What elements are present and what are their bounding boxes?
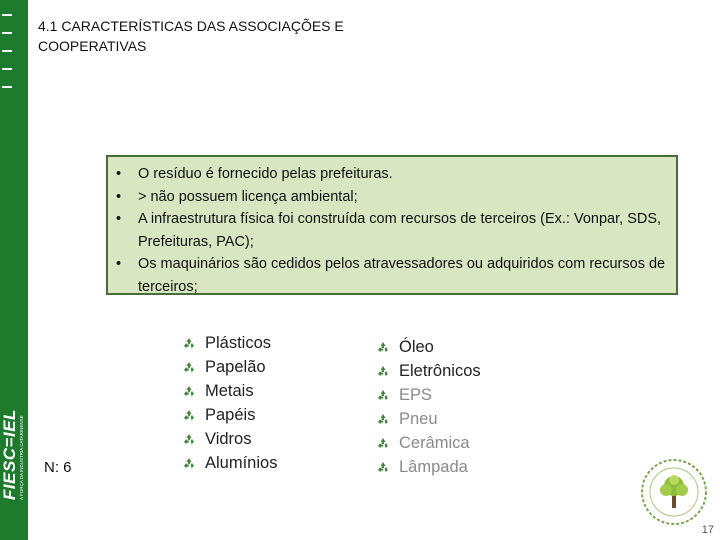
material-label: EPS — [399, 386, 433, 404]
list-item — [183, 427, 277, 451]
sidebar-tick — [2, 14, 12, 16]
materials-list-left — [183, 331, 277, 475]
list-item — [183, 451, 277, 475]
brand-tagline: A FORÇA DA INDÚSTRIA CATARINENSE — [19, 415, 24, 500]
material-label: Metais — [205, 382, 254, 400]
list-item — [377, 359, 481, 383]
sidebar-tick — [2, 32, 12, 34]
material-label: Plásticos — [205, 334, 272, 352]
recycle-icon — [377, 365, 389, 377]
sidebar — [0, 0, 28, 540]
material-label: Óleo — [399, 338, 434, 356]
info-box — [106, 155, 678, 295]
sidebar-tick — [2, 68, 12, 70]
material-label: Lâmpada — [399, 458, 468, 476]
recycle-icon — [377, 389, 389, 401]
recycle-icon — [183, 433, 195, 445]
list-item — [183, 379, 277, 403]
recycle-icon — [377, 413, 389, 425]
list-item — [377, 407, 481, 431]
page-title-line1: 4.1 CARACTERÍSTICAS DAS ASSOCIAÇÕES E — [38, 18, 344, 34]
count-label: N: 6 — [44, 459, 72, 476]
info-item: • O resíduo é fornecido pelas prefeituras. — [138, 163, 666, 186]
list-item — [183, 403, 277, 427]
list-item — [183, 355, 277, 379]
recycle-icon — [183, 337, 195, 349]
page-number: 17 — [701, 524, 714, 536]
tree-seal-icon — [640, 458, 708, 526]
info-item: • > não possuem licença ambiental; — [138, 186, 666, 209]
recycle-icon — [377, 461, 389, 473]
list-item — [377, 383, 481, 407]
list-item — [377, 431, 481, 455]
material-label: Pneu — [399, 410, 438, 428]
sidebar-tick — [2, 86, 12, 88]
sidebar-tick — [2, 50, 12, 52]
material-label: Eletrônicos — [399, 362, 481, 380]
material-label: Papelão — [205, 358, 266, 376]
recycle-icon — [183, 361, 195, 373]
info-list — [108, 157, 676, 298]
recycle-icon — [183, 385, 195, 397]
brand-name: FIESC=IEL — [0, 409, 19, 500]
materials-list-right — [377, 335, 481, 479]
recycle-icon — [377, 341, 389, 353]
list-item — [183, 331, 277, 355]
recycle-icon — [377, 437, 389, 449]
brand-logo — [0, 409, 24, 500]
page-title — [38, 16, 418, 56]
list-item — [377, 455, 481, 479]
recycle-icon — [183, 409, 195, 421]
material-label: Vidros — [205, 430, 252, 448]
list-item — [377, 335, 481, 359]
material-label: Papéis — [205, 406, 256, 424]
info-item: • A infraestrutura física foi construída com recursos de terceiros (Ex.: Vonpar, SDS, Prefeituras, PAC); — [138, 208, 666, 253]
material-label: Cerâmica — [399, 434, 470, 452]
material-label: Alumínios — [205, 454, 278, 472]
recycle-icon — [183, 457, 195, 469]
page-title-line2: COOPERATIVAS — [38, 38, 147, 54]
info-item: • Os maquinários são cedidos pelos atravessadores ou adquiridos com recursos de terceiros; — [138, 253, 666, 298]
